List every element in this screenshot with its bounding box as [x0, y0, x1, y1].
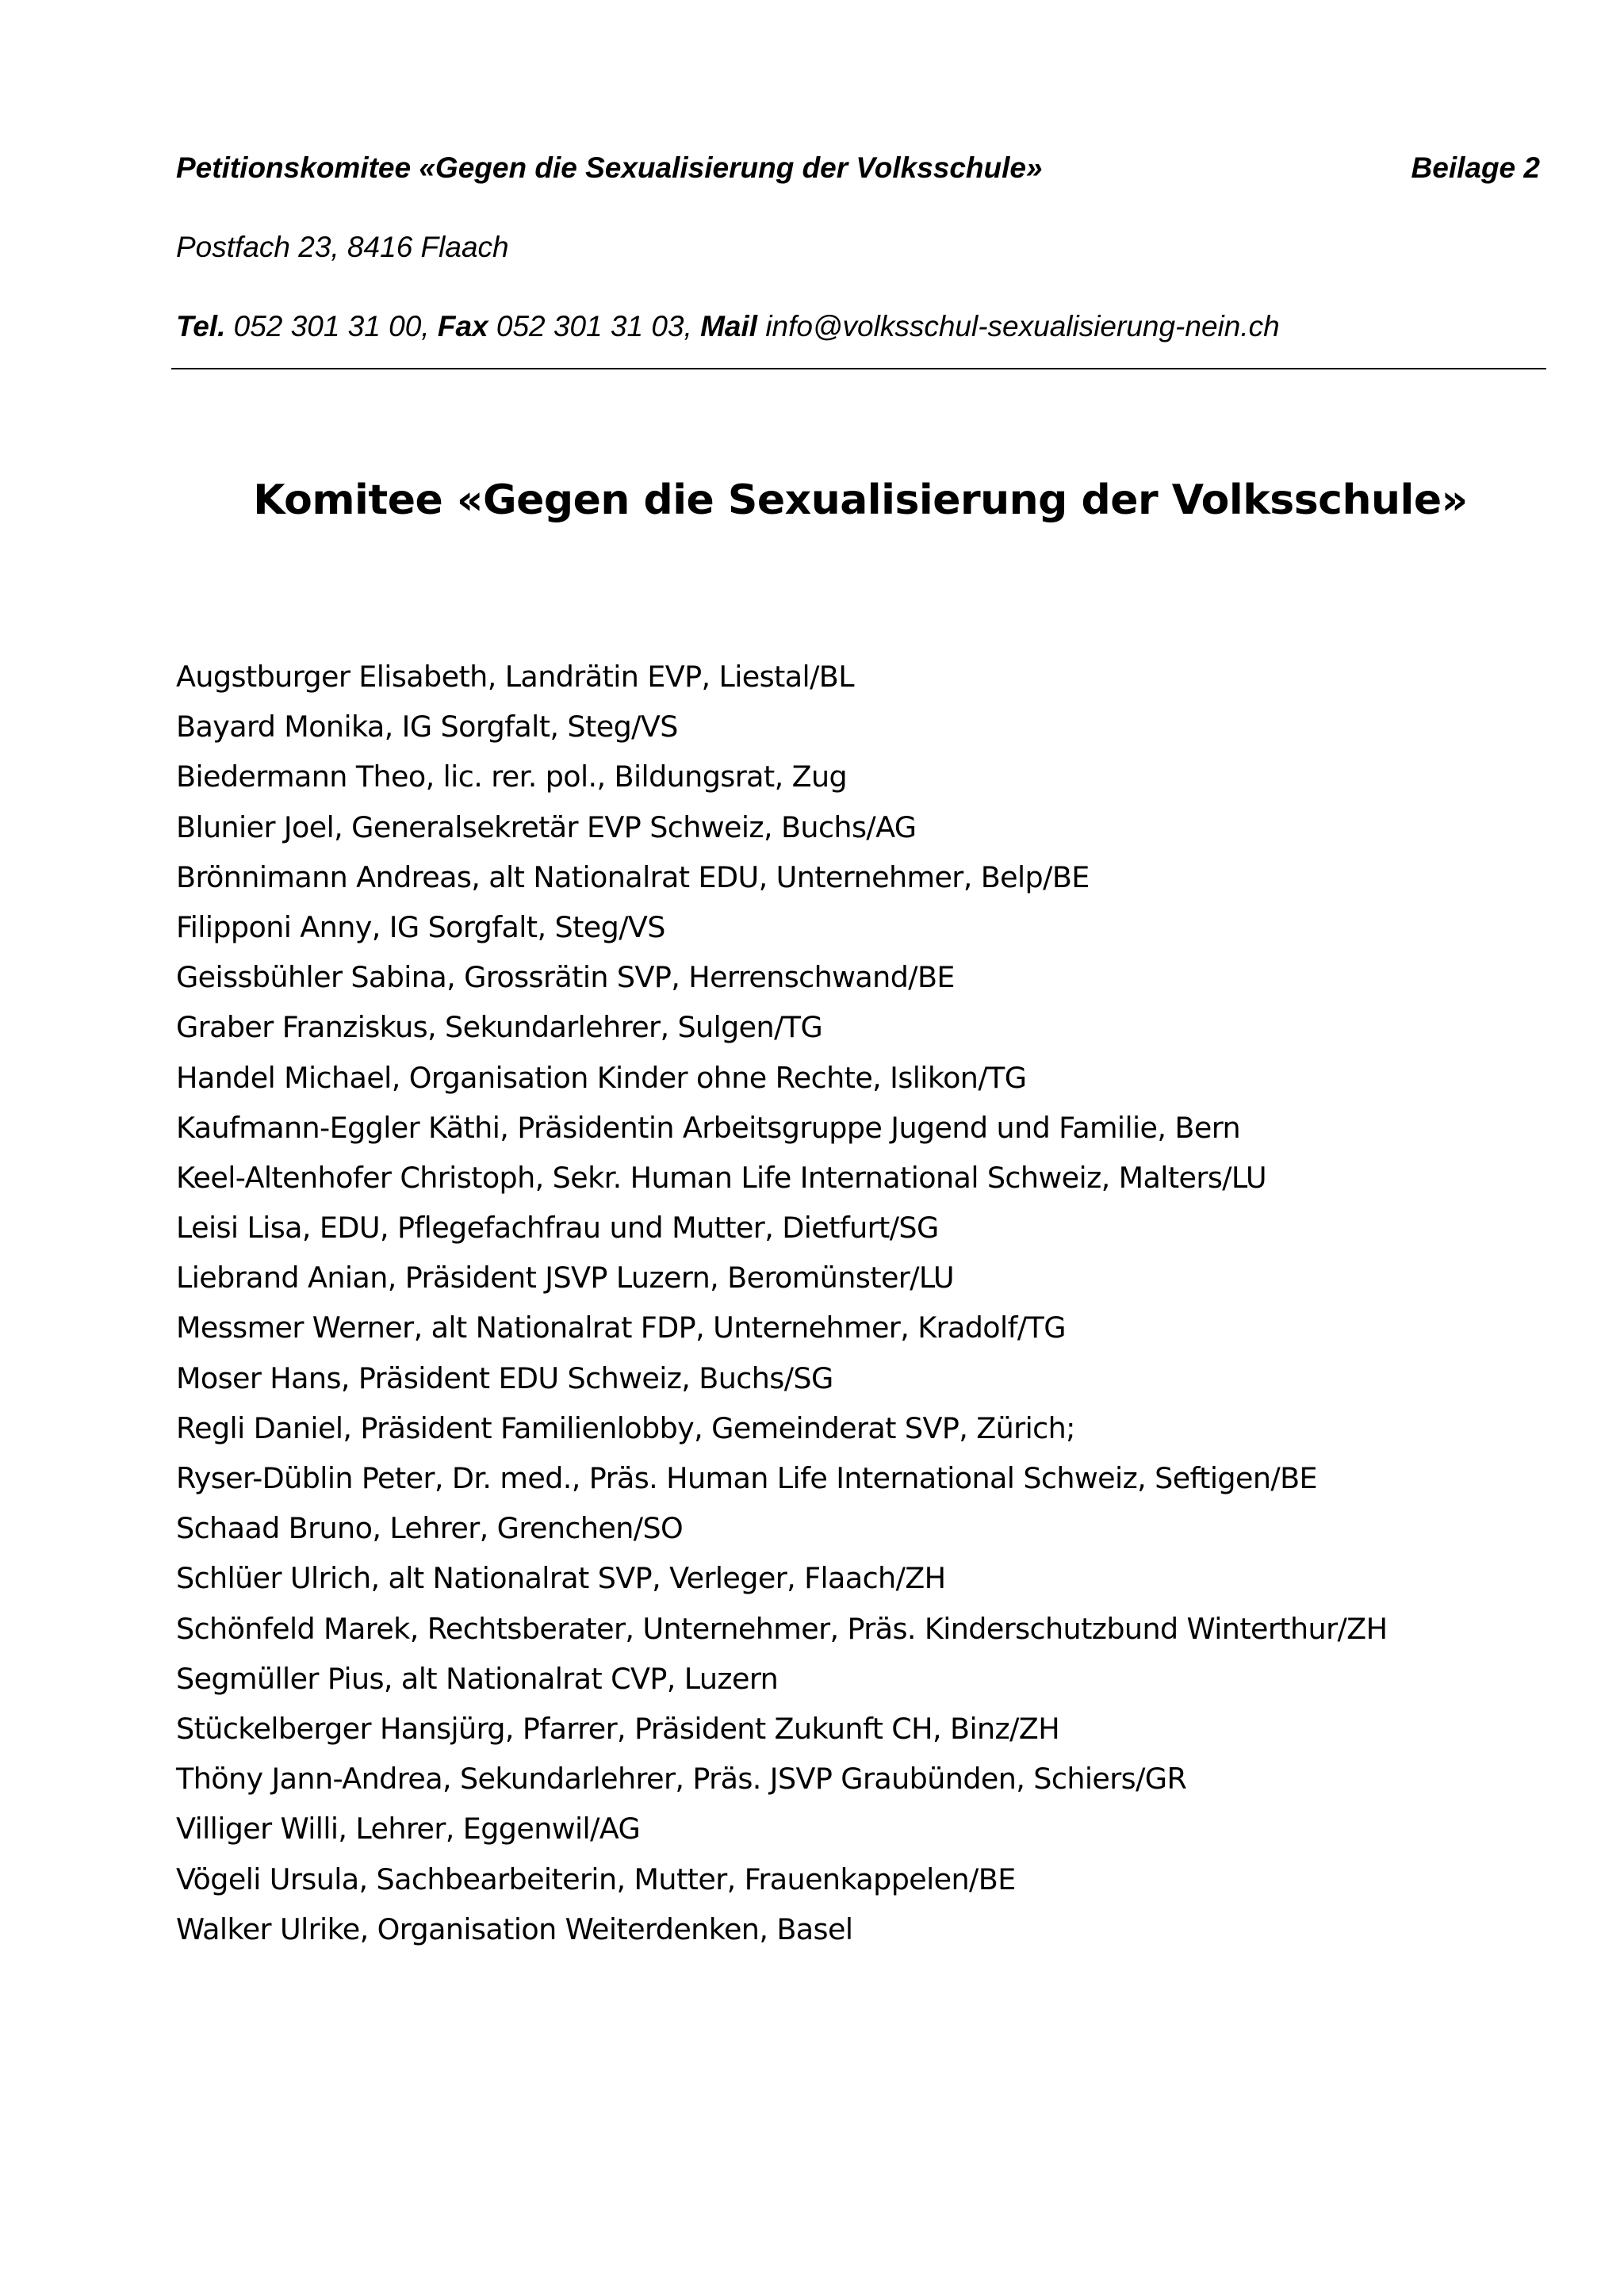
- tel-label: Tel.: [176, 310, 226, 342]
- member-entry: Stückelberger Hansjürg, Pfarrer, Präsident Zukunft CH, Binz/ZH: [176, 1711, 1060, 1746]
- letterhead: [176, 151, 1549, 344]
- member-entry: Schlüer Ulrich, alt Nationalrat SVP, Verleger, Flaach/ZH: [176, 1561, 946, 1596]
- member-entry: Handel Michael, Organisation Kinder ohne Rechte, Islikon/TG: [176, 1060, 1027, 1095]
- member-list: [176, 652, 1387, 1954]
- member-entry: Messmer Werner, alt Nationalrat FDP, Unternehmer, Kradolf/TG: [176, 1311, 1066, 1345]
- member-entry: Ryser-Düblin Peter, Dr. med., Präs. Human Life International Schweiz, Seftigen/BE: [176, 1461, 1317, 1495]
- attachment-label: Beilage 2: [1411, 151, 1540, 184]
- committee-name: Petitionskomitee «Gegen die Sexualisierung der Volksschule»: [176, 151, 1043, 184]
- tel-number: 052 301 31 00,: [225, 310, 438, 342]
- member-entry: Kaufmann-Eggler Käthi, Präsidentin Arbeitsgruppe Jugend und Familie, Bern: [176, 1110, 1240, 1145]
- member-entry: Blunier Joel, Generalsekretär EVP Schweiz, Buchs/AG: [176, 809, 917, 844]
- member-entry: Liebrand Anian, Präsident JSVP Luzern, Beromünster/LU: [176, 1261, 954, 1295]
- member-entry: Augstburger Elisabeth, Landrätin EVP, Liestal/BL: [176, 660, 854, 694]
- letterhead-top-row: [176, 151, 1549, 186]
- member-entry: Walker Ulrike, Organisation Weiterdenken, Basel: [176, 1911, 853, 1946]
- member-entry: Moser Hans, Präsident EDU Schweiz, Buchs/SG: [176, 1360, 833, 1395]
- member-entry: Bayard Monika, IG Sorgfalt, Steg/VS: [176, 710, 678, 744]
- member-entry: Segmüller Pius, alt Nationalrat CVP, Luzern: [176, 1661, 779, 1696]
- member-entry: Schaad Bruno, Lehrer, Grenchen/SO: [176, 1511, 684, 1546]
- member-entry: Keel-Altenhofer Christoph, Sekr. Human Life International Schweiz, Malters/LU: [176, 1160, 1266, 1195]
- page-title: Komitee «Gegen die Sexualisierung der Volksschule»: [253, 476, 1468, 524]
- mail-label: Mail: [700, 310, 758, 342]
- member-entry: Leisi Lisa, EDU, Pflegefachfrau und Mutter, Dietfurt/SG: [176, 1211, 939, 1246]
- fax-label: Fax: [437, 310, 488, 342]
- member-entry: Biedermann Theo, lic. rer. pol., Bildungsrat, Zug: [176, 760, 848, 794]
- fax-number: 052 301 31 03,: [488, 310, 701, 342]
- header-divider: [171, 368, 1546, 369]
- member-entry: Brönnimann Andreas, alt Nationalrat EDU, Unternehmer, Belp/BE: [176, 859, 1090, 894]
- member-entry: Schönfeld Marek, Rechtsberater, Unternehmer, Präs. Kinderschutzbund Winterthur/ZH: [176, 1611, 1388, 1646]
- email-address: info@volksschul-sexualisierung-nein.ch: [757, 310, 1280, 342]
- member-entry: Graber Franziskus, Sekundarlehrer, Sulgen/TG: [176, 1010, 823, 1045]
- contact-line: [176, 309, 1549, 344]
- member-entry: Geissbühler Sabina, Grossrätin SVP, Herrenschwand/BE: [176, 960, 955, 995]
- member-entry: Vögeli Ursula, Sachbearbeiterin, Mutter, Frauenkappelen/BE: [176, 1862, 1016, 1896]
- member-entry: Regli Daniel, Präsident Familienlobby, Gemeinderat SVP, Zürich;: [176, 1410, 1075, 1445]
- member-entry: Villiger Willi, Lehrer, Eggenwil/AG: [176, 1812, 641, 1846]
- member-entry: Filipponi Anny, IG Sorgfalt, Steg/VS: [176, 909, 665, 944]
- member-entry: Thöny Jann-Andrea, Sekundarlehrer, Präs. JSVP Graubünden, Schiers/GR: [176, 1762, 1187, 1797]
- postal-address: Postfach 23, 8416 Flaach: [176, 231, 509, 263]
